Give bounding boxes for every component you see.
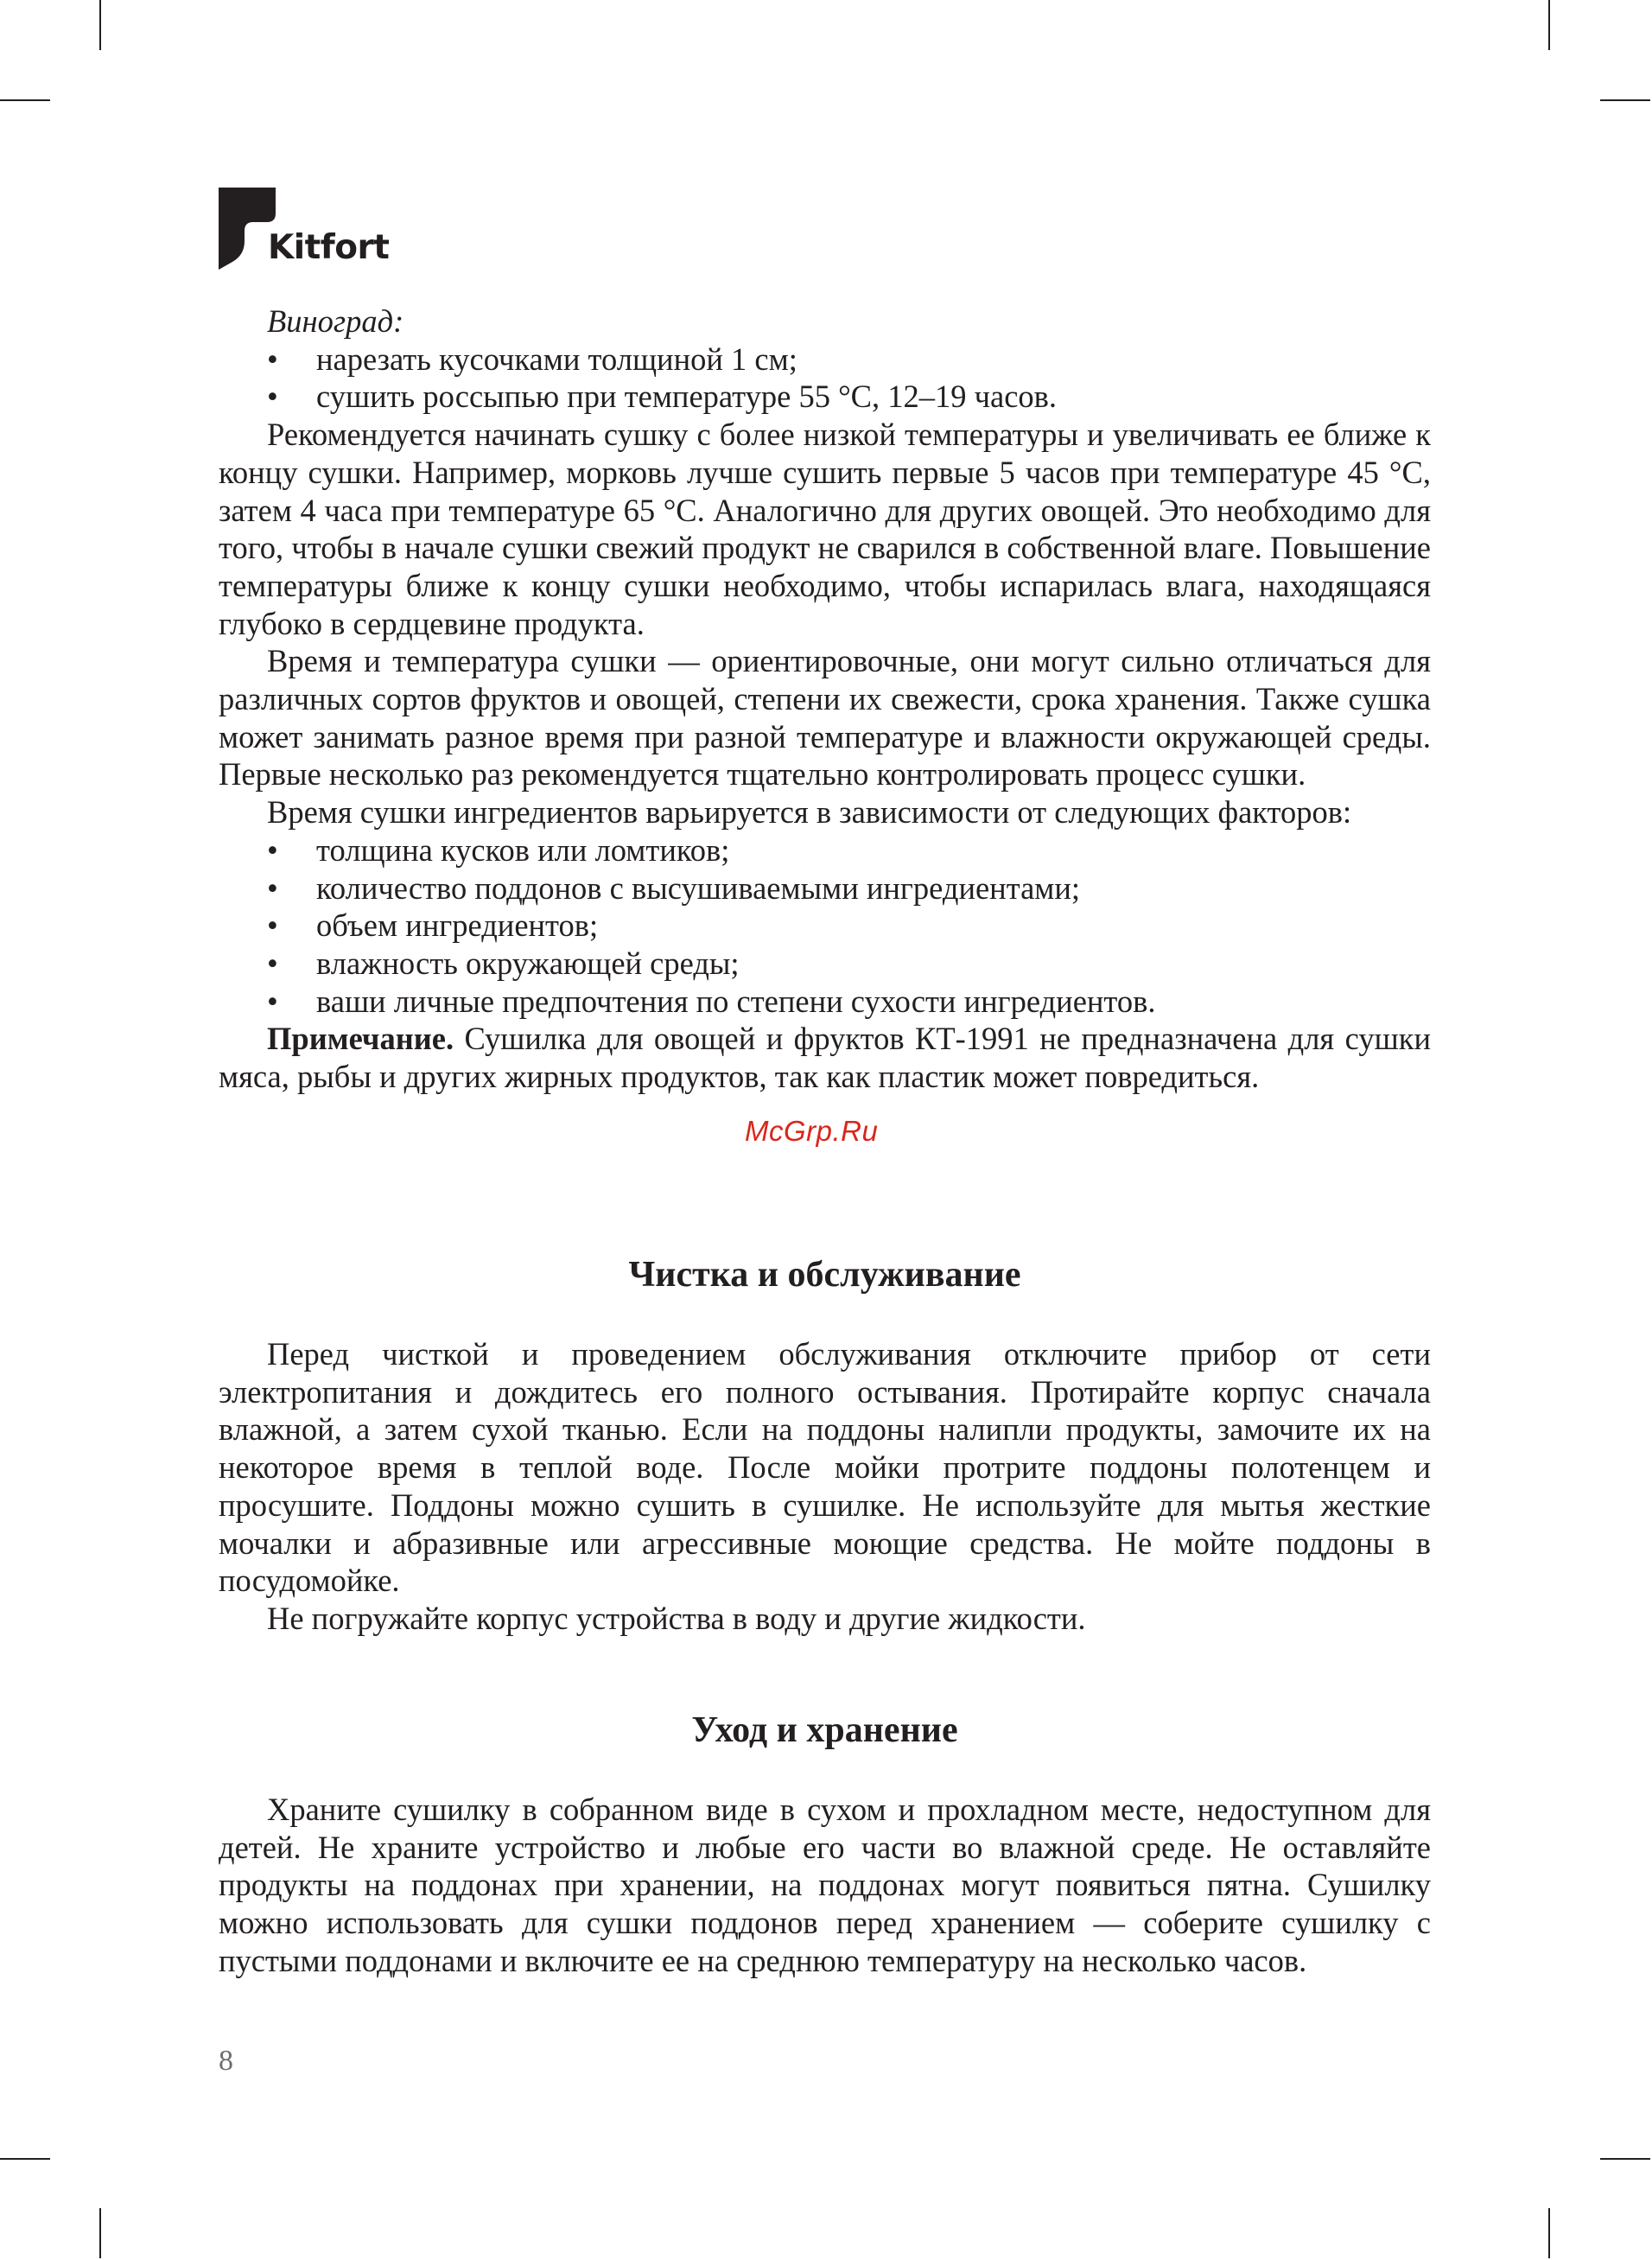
paragraph: Храните сушилку в собранном виде в сухом и прохладном месте, недоступном для детей. Не храните устройство и любые его части во влажной среде. Не оставляйте продукты на поддонах при хранении, на поддонах могут появиться пятна. Сушилку можно использовать для сушки поддонов перед хранением — соберите сушилку с пустыми поддонами и включите ее на среднюю температуру на несколько часов. — [219, 1792, 1431, 1978]
cleaning-section — [219, 1335, 1431, 1638]
paragraph: Время и температура сушки — ориентировочные, они могут сильно отличаться для различных сортов фруктов и овощей, степени их свежести, срока хранения. Также сушка может занимать разное время при разной температуре и влажности окружающей среды. Первые несколько раз рекомендуется тщательно контролировать процесс сушки. — [219, 643, 1431, 793]
crop-mark — [1548, 0, 1550, 50]
list-item: • сушить россыпью при температуре 55 °С, 12–19 часов. — [267, 379, 1058, 415]
crop-mark — [99, 2208, 101, 2258]
grape-label: Виноград: — [267, 303, 404, 339]
list-item: • нарезать кусочками толщиной 1 см; — [267, 341, 797, 377]
intro-section — [219, 302, 1431, 1096]
paragraph: Не погружайте корпус устройства в воду и другие жидкости. — [267, 1600, 1086, 1636]
crop-mark — [1600, 99, 1650, 101]
list-item: • толщина кусков или ломтиков; — [267, 831, 730, 868]
crop-mark — [0, 99, 50, 101]
note-paragraph — [219, 1020, 1431, 1095]
page-number: 8 — [219, 2045, 233, 2077]
section-title-storage: Уход и хранение — [691, 1710, 958, 1750]
factors-lead: Время сушки ингредиентов варьируется в зависимости от следующих факторов: — [267, 794, 1352, 831]
section-title-cleaning: Чистка и обслуживание — [628, 1255, 1021, 1295]
crop-mark — [1600, 2158, 1650, 2160]
list-item: • ваши личные предпочтения по степени сухости ингредиентов. — [267, 983, 1156, 1019]
note-label: Примечание. — [267, 1021, 454, 1057]
crop-mark — [0, 2158, 50, 2160]
list-item: • количество поддонов с высушиваемыми ингредиентами; — [267, 869, 1081, 906]
watermark: McGrp.Ru — [745, 1115, 879, 1147]
storage-section — [219, 1791, 1431, 1980]
crop-mark — [1548, 2208, 1550, 2258]
crop-mark — [99, 0, 101, 50]
list-item: • влажность окружающей среды; — [267, 945, 740, 981]
note-text: Сушилка для овощей и фруктов КТ-1991 не предназначена для сушки мяса, рыбы и других жирных продуктов, так как пластик может повредиться. — [219, 1021, 1431, 1095]
paragraph: Рекомендуется начинать сушку с более низкой температуры и увеличивать ее ближе к концу сушки. Например, морковь лучше сушить первые 5 часов при температуре 45 °С, затем 4 часа при температуре 65 °С. Аналогично для других овощей. Это необходимо для того, чтобы в начале сушки свежий продукт не сварился в собственной влаге. Повышение температуры ближе к концу сушки необходимо, чтобы испарилась влага, находящаяся глубоко в сердцевине продукта. — [219, 417, 1431, 641]
paragraph: Перед чисткой и проведением обслуживания отключите прибор от сети электропитания и дождитесь его полного остывания. Протирайте корпус сначала влажной, а затем сухой тканью. Если на поддоны налипли продукты, замочите их на некоторое время в теплой воде. После мойки протрите поддоны полотенцем и просушите. Поддоны можно сушить в сушилке. Не используйте для мытья жесткие мочалки и абразивные или агрессивные моющие средства. Не мойте поддоны в посудомойке. — [219, 1336, 1431, 1599]
logo-wordmark: Kitfort — [268, 228, 390, 267]
list-item: • объем ингредиентов; — [267, 907, 599, 944]
kitfort-logo — [219, 188, 391, 270]
